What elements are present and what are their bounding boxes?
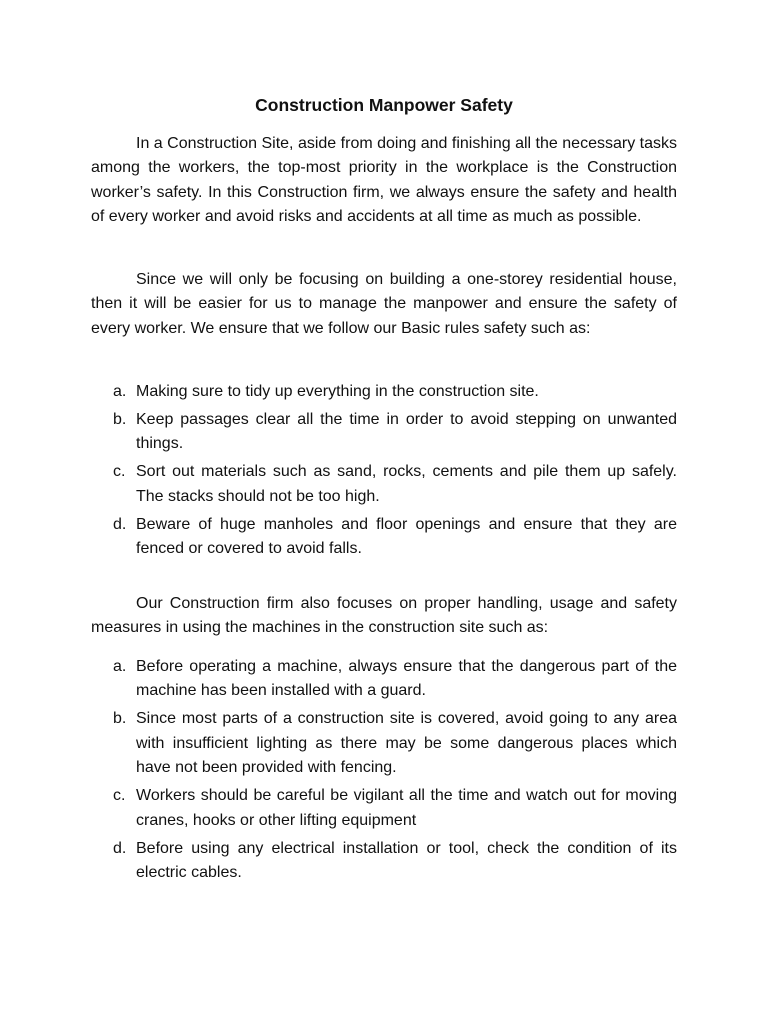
list-marker: d. <box>113 839 127 857</box>
list-item <box>91 837 677 886</box>
list-item-text: Keep passages clear all the time in order to avoid stepping on unwanted things. <box>136 411 677 453</box>
list-item-text: Beware of huge manholes and floor openings and ensure that they are fenced or covered to avoid falls. <box>136 515 677 558</box>
list-item <box>91 655 677 704</box>
list-marker: b. <box>113 710 127 728</box>
list-item <box>91 784 677 833</box>
machines-paragraph: Our Construction firm also focuses on proper handling, usage and safety measures in using the machines in the construction site such as: <box>91 595 677 637</box>
list-marker: c. <box>113 463 126 481</box>
machine-safety-list <box>91 655 677 889</box>
intro-paragraph: In a Construction Site, aside from doing and finishing all the necessary tasks among the workers, the top-most priority in the workplace is the Construction worker’s safety. In this Construction firm, we always ensure the safety and health of every worker and avoid risks and accidents at all time as much as possible. <box>91 135 677 226</box>
basic-rules-list <box>91 380 677 565</box>
list-marker: a. <box>113 383 127 400</box>
list-item <box>91 380 677 404</box>
list-item-text: Sort out materials such as sand, rocks, cements and pile them up safely. The stacks should not be too high. <box>136 463 677 505</box>
list-marker: c. <box>113 787 126 805</box>
list-item-text: Before using any electrical installation or tool, check the condition of its electric cables. <box>136 839 677 882</box>
list-item <box>91 408 677 457</box>
list-item <box>91 707 677 780</box>
list-marker: b. <box>113 411 127 428</box>
list-item <box>91 513 677 562</box>
list-item-text: Workers should be careful be vigilant all the time and watch out for moving cranes, hooks or other lifting equipment <box>136 787 677 829</box>
list-item-text: Since most parts of a construction site is covered, avoid going to any area with insufficient lighting as there may be some dangerous places which have not been provided with fencing. <box>136 710 677 777</box>
list-marker: a. <box>113 658 127 675</box>
list-item-text: Making sure to tidy up everything in the construction site. <box>136 383 539 400</box>
basic-rules-paragraph: Since we will only be focusing on building a one-storey residential house, then it will be easier for us to manage the manpower and ensure the safety of every worker. We ensure that we follow our Basic rules safety such as: <box>91 271 677 337</box>
list-item <box>91 460 677 509</box>
document-title: Construction Manpower Safety <box>255 95 513 115</box>
list-marker: d. <box>113 515 127 533</box>
list-item-text: Before operating a machine, always ensure that the dangerous part of the machine has been installed with a guard. <box>136 658 677 700</box>
